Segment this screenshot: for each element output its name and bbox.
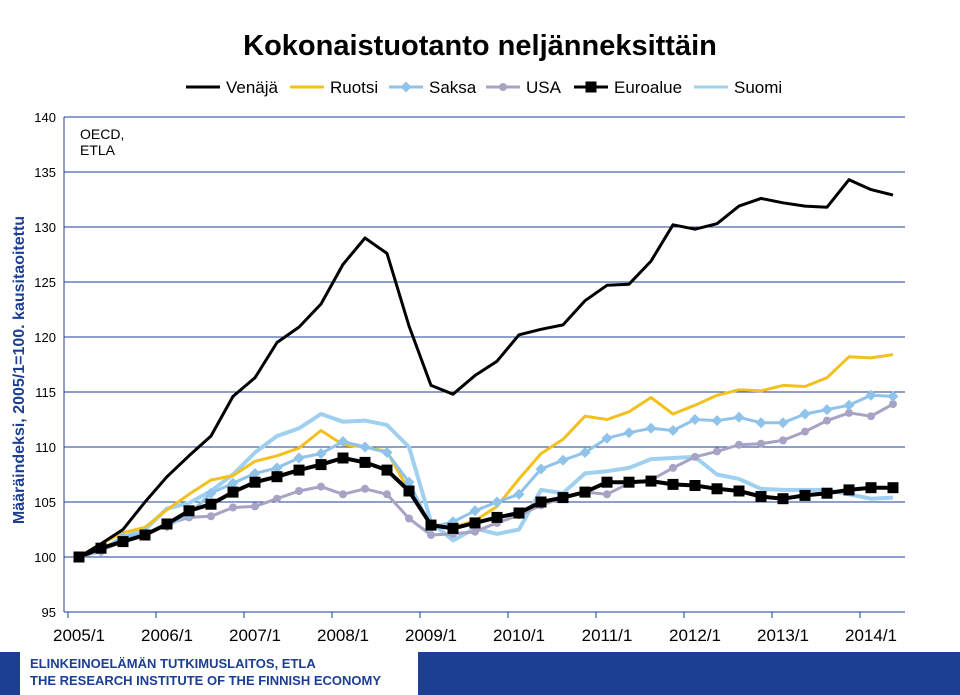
- source-note-line: ETLA: [80, 142, 116, 158]
- data-point-marker: [603, 490, 611, 498]
- data-point-marker: [712, 415, 723, 426]
- y-tick-label: 130: [34, 220, 56, 235]
- data-point-marker: [514, 508, 525, 519]
- data-point-marker: [401, 82, 412, 93]
- source-note: [80, 126, 128, 158]
- data-point-marker: [580, 487, 591, 498]
- data-point-marker: [360, 457, 371, 468]
- data-point-marker: [382, 465, 393, 476]
- legend-label: Euroalue: [614, 78, 683, 97]
- data-point-marker: [690, 480, 701, 491]
- data-point-marker: [536, 497, 547, 508]
- legend-label: Suomi: [734, 78, 783, 97]
- data-point-marker: [844, 400, 855, 411]
- data-point-marker: [162, 519, 173, 530]
- y-tick-label: 115: [35, 385, 56, 400]
- data-point-marker: [294, 453, 305, 464]
- data-point-marker: [646, 476, 657, 487]
- y-tick-label: 100: [34, 550, 56, 565]
- series-line: [79, 180, 893, 557]
- series-saksa: [74, 390, 899, 563]
- data-point-marker: [470, 505, 481, 516]
- data-point-marker: [844, 484, 855, 495]
- x-tick-label: 2012/1: [669, 626, 721, 645]
- legend-item: [694, 78, 782, 97]
- data-point-marker: [184, 505, 195, 516]
- data-point-marker: [713, 447, 721, 455]
- data-point-marker: [691, 453, 699, 461]
- footer-institute-fi: ELINKEINOELÄMÄN TUTKIMUSLAITOS, ETLA: [30, 656, 316, 671]
- y-axis-label: Määräindeksi, 2005/1=100. kausitaoitettu: [11, 215, 28, 525]
- data-point-marker: [251, 502, 259, 510]
- data-point-marker: [499, 83, 507, 91]
- legend-item: [290, 78, 378, 97]
- data-point-marker: [586, 82, 597, 93]
- y-tick-label: 110: [35, 440, 56, 455]
- x-tick-label: 2010/1: [493, 626, 545, 645]
- x-tick-label: 2009/1: [405, 626, 457, 645]
- footer: [0, 652, 960, 695]
- data-point-marker: [338, 453, 349, 464]
- data-point-marker: [669, 464, 677, 472]
- chart-title: Kokonaistuotanto neljänneksittäin: [243, 30, 717, 62]
- data-point-marker: [712, 483, 723, 494]
- legend-item: [389, 78, 477, 97]
- data-point-marker: [558, 455, 569, 466]
- data-point-marker: [405, 515, 413, 523]
- data-point-marker: [118, 536, 129, 547]
- data-point-marker: [624, 427, 635, 438]
- data-point-marker: [888, 391, 899, 402]
- data-point-marker: [778, 417, 789, 428]
- data-point-marker: [339, 490, 347, 498]
- x-tick-label: 2013/1: [757, 626, 809, 645]
- data-point-marker: [272, 471, 283, 482]
- data-point-marker: [273, 495, 281, 503]
- legend-item: [486, 78, 562, 97]
- footer-institute-en: THE RESEARCH INSTITUTE OF THE FINNISH ECONOMY: [30, 673, 382, 688]
- data-point-marker: [735, 441, 743, 449]
- x-tick-label: 2006/1: [141, 626, 193, 645]
- data-point-marker: [646, 423, 657, 434]
- footer-bar: [418, 652, 960, 695]
- data-point-marker: [866, 390, 877, 401]
- data-point-marker: [316, 459, 327, 470]
- x-tick-label: 2005/1: [53, 626, 105, 645]
- legend-item: [186, 78, 279, 97]
- data-point-marker: [448, 523, 459, 534]
- data-point-marker: [229, 504, 237, 512]
- data-point-marker: [734, 412, 745, 423]
- legend: [186, 78, 782, 97]
- legend-label: Venäjä: [226, 78, 278, 97]
- data-point-marker: [779, 436, 787, 444]
- y-tick-label: 95: [41, 605, 56, 620]
- data-point-marker: [206, 499, 217, 510]
- data-point-marker: [801, 428, 809, 436]
- y-tick-label: 105: [34, 495, 56, 510]
- data-point-marker: [800, 409, 811, 420]
- source-note-line: OECD,: [80, 126, 125, 142]
- data-point-marker: [295, 487, 303, 495]
- data-point-marker: [602, 477, 613, 488]
- data-point-marker: [624, 477, 635, 488]
- series-line: [79, 404, 893, 557]
- data-point-marker: [383, 490, 391, 498]
- data-point-marker: [360, 442, 371, 453]
- data-point-marker: [361, 485, 369, 493]
- data-point-marker: [756, 417, 767, 428]
- data-point-marker: [822, 404, 833, 415]
- data-point-marker: [690, 414, 701, 425]
- data-point-marker: [207, 512, 215, 520]
- data-point-marker: [668, 479, 679, 490]
- data-point-marker: [866, 482, 877, 493]
- legend-item: [574, 78, 682, 97]
- data-point-marker: [492, 497, 503, 508]
- y-tick-label: 125: [34, 275, 56, 290]
- data-point-marker: [888, 482, 899, 493]
- data-point-marker: [867, 412, 875, 420]
- data-point-marker: [823, 417, 831, 425]
- x-tick-label: 2014/1: [845, 626, 897, 645]
- y-tick-label: 140: [34, 110, 56, 125]
- legend-label: Ruotsi: [330, 78, 379, 97]
- footer-accent: [0, 652, 20, 695]
- data-point-marker: [426, 520, 437, 531]
- data-point-marker: [492, 512, 503, 523]
- data-point-marker: [734, 486, 745, 497]
- x-tick-label: 2011/1: [581, 626, 633, 645]
- data-point-marker: [800, 490, 811, 501]
- axes: [34, 110, 905, 645]
- data-point-marker: [140, 530, 151, 541]
- legend-label: Saksa: [429, 78, 477, 97]
- data-point-marker: [668, 425, 679, 436]
- data-point-marker: [470, 517, 481, 528]
- data-point-marker: [317, 483, 325, 491]
- y-tick-label: 135: [34, 165, 56, 180]
- data-point-marker: [404, 486, 415, 497]
- data-point-marker: [756, 491, 767, 502]
- data-point-marker: [778, 493, 789, 504]
- x-tick-label: 2008/1: [317, 626, 369, 645]
- data-point-marker: [228, 487, 239, 498]
- data-point-marker: [471, 528, 479, 536]
- x-tick-label: 2007/1: [229, 626, 281, 645]
- series-group: [74, 180, 899, 563]
- series-venäjä: [79, 180, 893, 557]
- data-point-marker: [250, 477, 261, 488]
- data-point-marker: [294, 465, 305, 476]
- data-point-marker: [757, 440, 765, 448]
- y-tick-label: 120: [34, 330, 56, 345]
- data-point-marker: [316, 448, 327, 459]
- data-point-marker: [558, 492, 569, 503]
- data-point-marker: [822, 488, 833, 499]
- legend-label: USA: [526, 78, 561, 97]
